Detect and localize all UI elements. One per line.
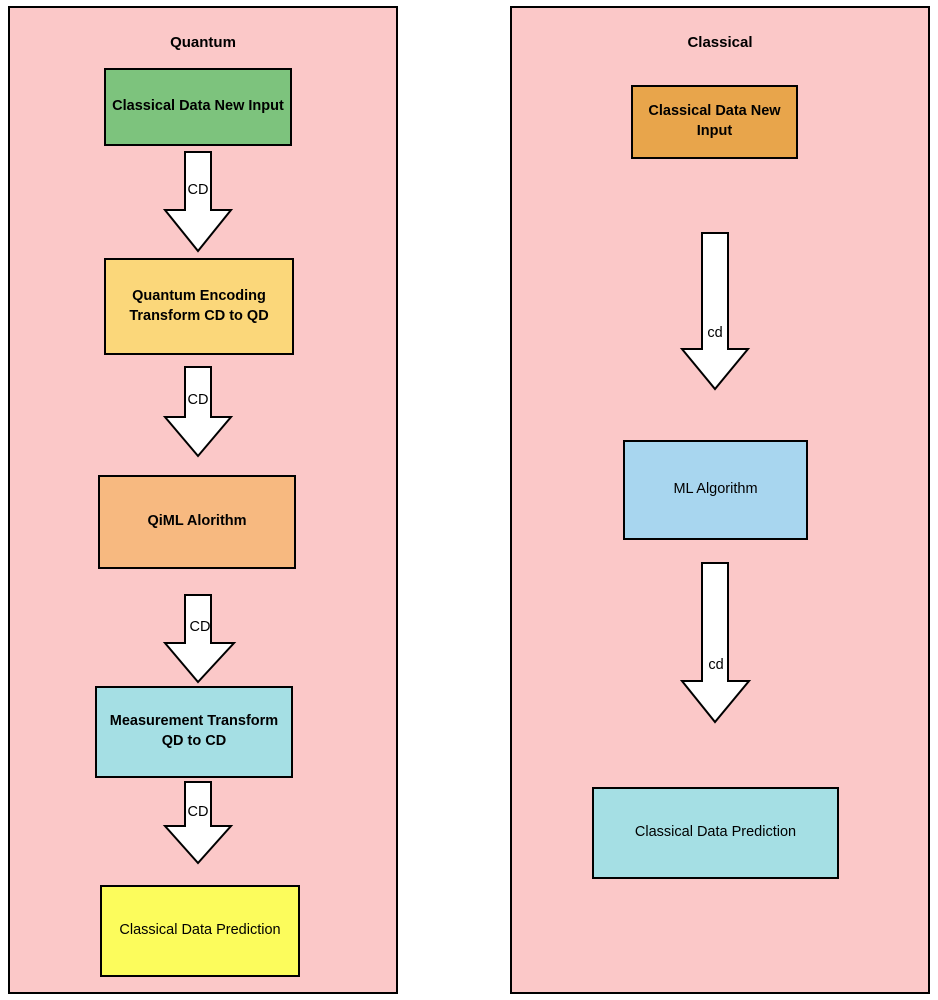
arrow-quantum-2-label: CD xyxy=(187,392,209,408)
node-quantum-encoding xyxy=(104,258,294,355)
arrow-quantum-2 xyxy=(164,367,232,457)
arrow-quantum-3 xyxy=(164,595,236,683)
node-label: Classical Data New Input xyxy=(648,103,781,139)
node-label: Measurement Transform QD to CD xyxy=(109,713,279,749)
node-label: Classical Data Prediction xyxy=(634,824,797,841)
arrow-classical-1 xyxy=(681,233,749,390)
arrow-quantum-1 xyxy=(164,152,232,252)
node-classical-data-prediction xyxy=(592,787,839,879)
node-label: Classical Data Prediction xyxy=(119,922,281,939)
panel-quantum-title: Quantum xyxy=(170,34,236,51)
node-quantum-classical-data-new-input xyxy=(104,68,292,146)
node-label: QiML Alorithm xyxy=(147,513,247,530)
arrow-quantum-4-label: CD xyxy=(187,804,209,820)
node-quantum-qiml-algorithm xyxy=(98,475,296,569)
arrow-classical-1-label: cd xyxy=(707,325,723,341)
node-quantum-measurement xyxy=(95,686,293,778)
arrow-quantum-1-label: CD xyxy=(187,182,209,198)
arrow-classical-2-label: cd xyxy=(708,657,724,673)
arrow-classical-2 xyxy=(681,563,751,723)
node-quantum-classical-data-prediction xyxy=(100,885,300,977)
arrow-quantum-3-label: CD xyxy=(189,619,211,635)
arrow-quantum-4 xyxy=(164,782,232,864)
panel-classical-title: Classical xyxy=(687,34,753,51)
node-label: ML Algorithm xyxy=(673,481,758,498)
node-classical-data-new-input xyxy=(631,85,798,159)
node-label: Classical Data New Input xyxy=(112,98,284,115)
node-label: Quantum Encoding Transform CD to QD xyxy=(129,287,269,324)
node-classical-ml-algorithm xyxy=(623,440,808,540)
